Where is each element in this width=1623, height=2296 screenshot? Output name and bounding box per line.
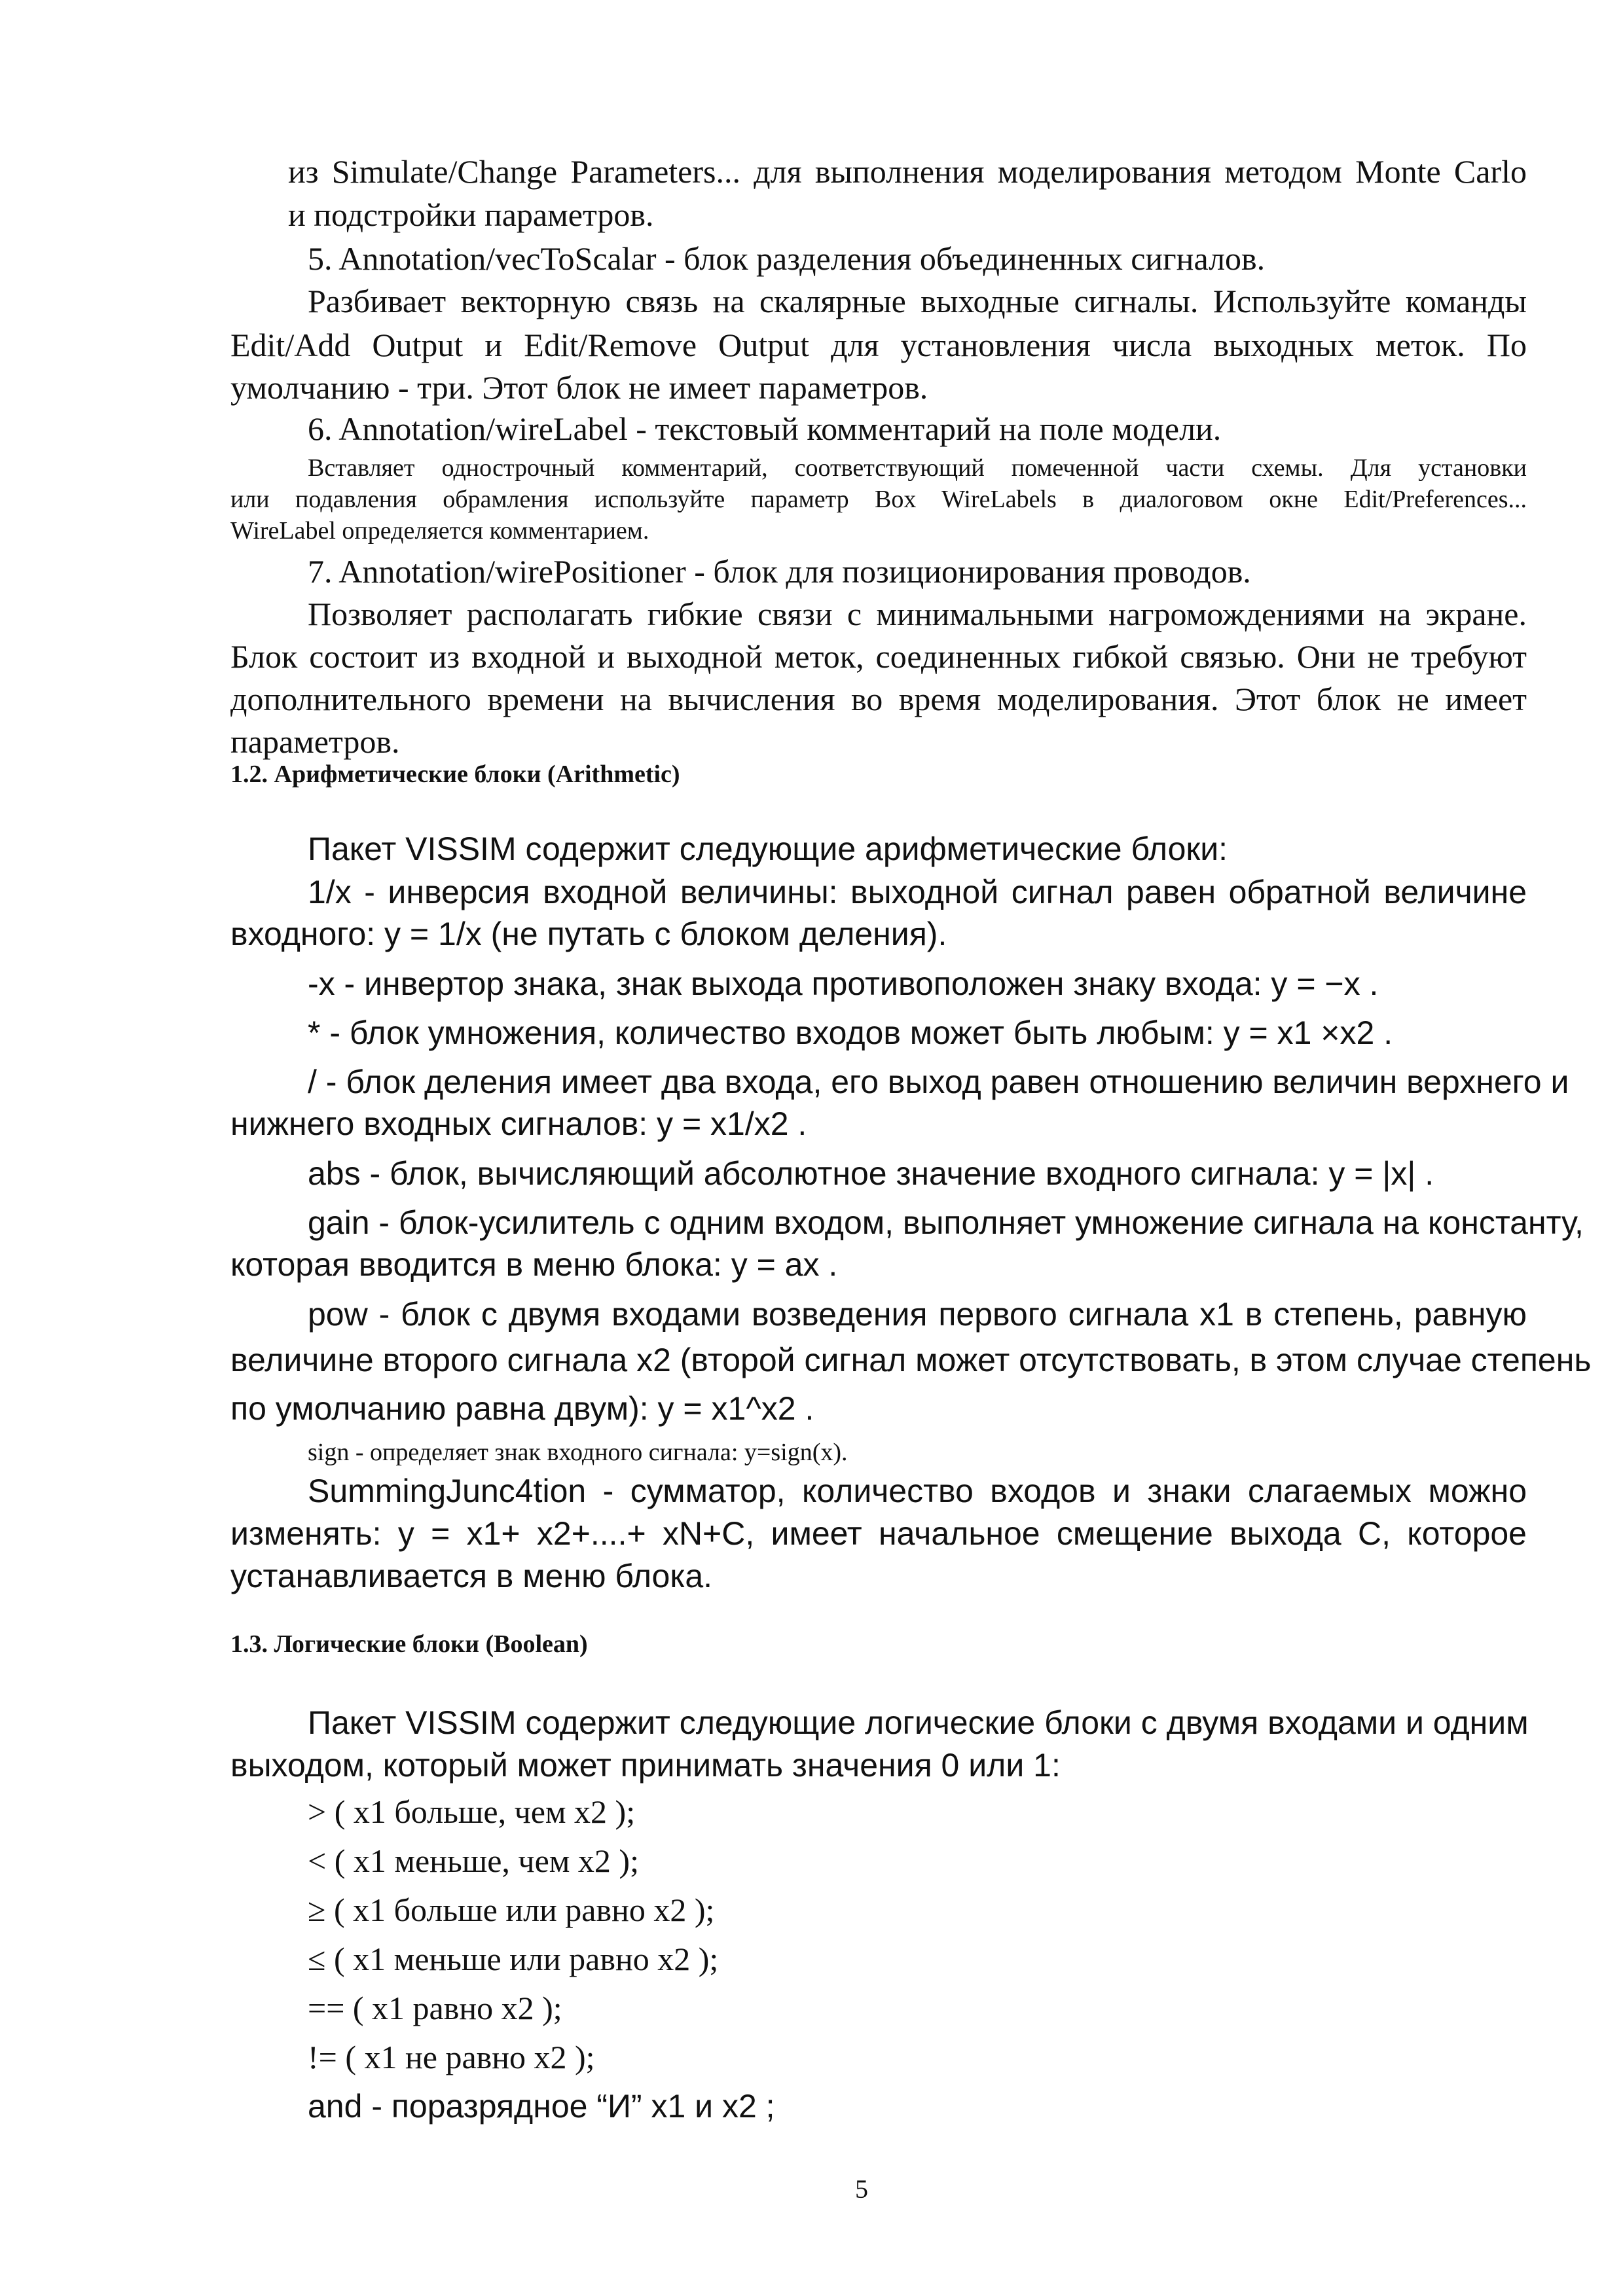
- text-line: умолчанию - три. Этот блок не имеет параметров.: [230, 369, 928, 406]
- text-line: Блок состоит из входной и выходной меток, соединенных гибкой связью. Они не требуют: [230, 638, 1527, 675]
- text-line: параметров.: [230, 723, 400, 760]
- text-line: Пакет VISSIM содержит следующие логические блоки с двумя входами и одним: [308, 1704, 1529, 1741]
- section-heading-arithmetic: 1.2. Арифметические блоки (Arithmetic): [230, 761, 680, 788]
- text-line: выходом, который может принимать значения 0 или 1:: [230, 1747, 1061, 1784]
- list-item: == ( x1 равно x2 );: [308, 1990, 562, 2026]
- page-number: 5: [855, 2174, 868, 2204]
- text-line: нижнего входных сигналов: y = x1/x2 .: [230, 1105, 807, 1142]
- text-line-small: sign - определяет знак входного сигнала: y=sign(x).: [308, 1439, 848, 1466]
- text-line: величине второго сигнала x2 (второй сигнал может отсутствовать, в этом случае степень: [230, 1342, 1592, 1378]
- text-line: abs - блок, вычисляющий абсолютное значение входного сигнала: y = |x| .: [308, 1155, 1434, 1192]
- text-line: изменять: y = x1+ x2+....+ xN+C, имеет начальное смещение выхода C, которое: [230, 1515, 1527, 1552]
- text-line: 7. Annotation/wirePositioner - блок для позиционирования проводов.: [308, 553, 1251, 590]
- text-line: pow - блок с двумя входами возведения первого сигнала x1 в степень, равную: [308, 1296, 1527, 1333]
- text-line: Позволяет располагать гибкие связи с минимальными нагромождениями на экране.: [308, 596, 1527, 632]
- text-line: SummingJunc4tion - сумматор, количество входов и знаки слагаемых можно: [308, 1473, 1527, 1509]
- text-line: / - блок деления имеет два входа, его выход равен отношению величин верхнего и: [308, 1064, 1569, 1100]
- text-line-small: или подавления обрамления используйте параметр Box WireLabels в диалоговом окне Edit/Preferences...: [230, 486, 1527, 513]
- text-line: устанавливается в меню блока.: [230, 1558, 713, 1594]
- list-item: and - поразрядное “И” x1 и x2 ;: [308, 2088, 775, 2125]
- section-heading-boolean: 1.3. Логические блоки (Boolean): [230, 1630, 588, 1658]
- text-line: 1/x - инверсия входной величины: выходной сигнал равен обратной величине: [308, 874, 1527, 910]
- text-line: и подстройки параметров.: [288, 196, 654, 233]
- text-line: из Simulate/Change Parameters... для выполнения моделирования методом Monte Carlo: [288, 153, 1527, 190]
- text-line: дополнительного времени на вычисления во время моделирования. Этот блок не имеет: [230, 681, 1527, 717]
- text-line-small: Вставляет однострочный комментарий, соответствующий помеченной части схемы. Для установки: [308, 454, 1527, 482]
- list-item: ≥ ( x1 больше или равно x2 );: [308, 1892, 715, 1928]
- text-line: по умолчанию равна двум): y = x1^x2 .: [230, 1390, 814, 1427]
- text-line: Edit/Add Output и Edit/Remove Output для установления числа выходных меток. По: [230, 327, 1527, 363]
- text-line: Разбивает векторную связь на скалярные выходные сигналы. Используйте команды: [308, 283, 1527, 319]
- text-line: 5. Annotation/vecToScalar - блок разделения объединенных сигналов.: [308, 240, 1266, 277]
- text-line: 6. Annotation/wireLabel - текстовый комментарий на поле модели.: [308, 410, 1222, 447]
- text-line-small: WireLabel определяется комментарием.: [230, 517, 649, 545]
- text-line: Пакет VISSIM содержит следующие арифметические блоки:: [308, 831, 1228, 867]
- text-line: gain - блок-усилитель с одним входом, выполняет умножение сигнала на константу,: [308, 1204, 1584, 1241]
- text-line: -x - инвертор знака, знак выхода противоположен знаку входа: y = −x .: [308, 965, 1379, 1002]
- list-item: ≤ ( x1 меньше или равно x2 );: [308, 1941, 719, 1977]
- list-item: < ( x1 меньше, чем x2 );: [308, 1842, 639, 1879]
- text-line: входного: y = 1/x (не путать с блоком деления).: [230, 916, 947, 952]
- list-item: != ( x1 не равно x2 );: [308, 2039, 595, 2075]
- text-line: * - блок умножения, количество входов может быть любым: y = x1 ×x2 .: [308, 1014, 1393, 1051]
- text-line: которая вводится в меню блока: y = ax .: [230, 1246, 838, 1283]
- list-item: > ( x1 больше, чем x2 );: [308, 1793, 636, 1830]
